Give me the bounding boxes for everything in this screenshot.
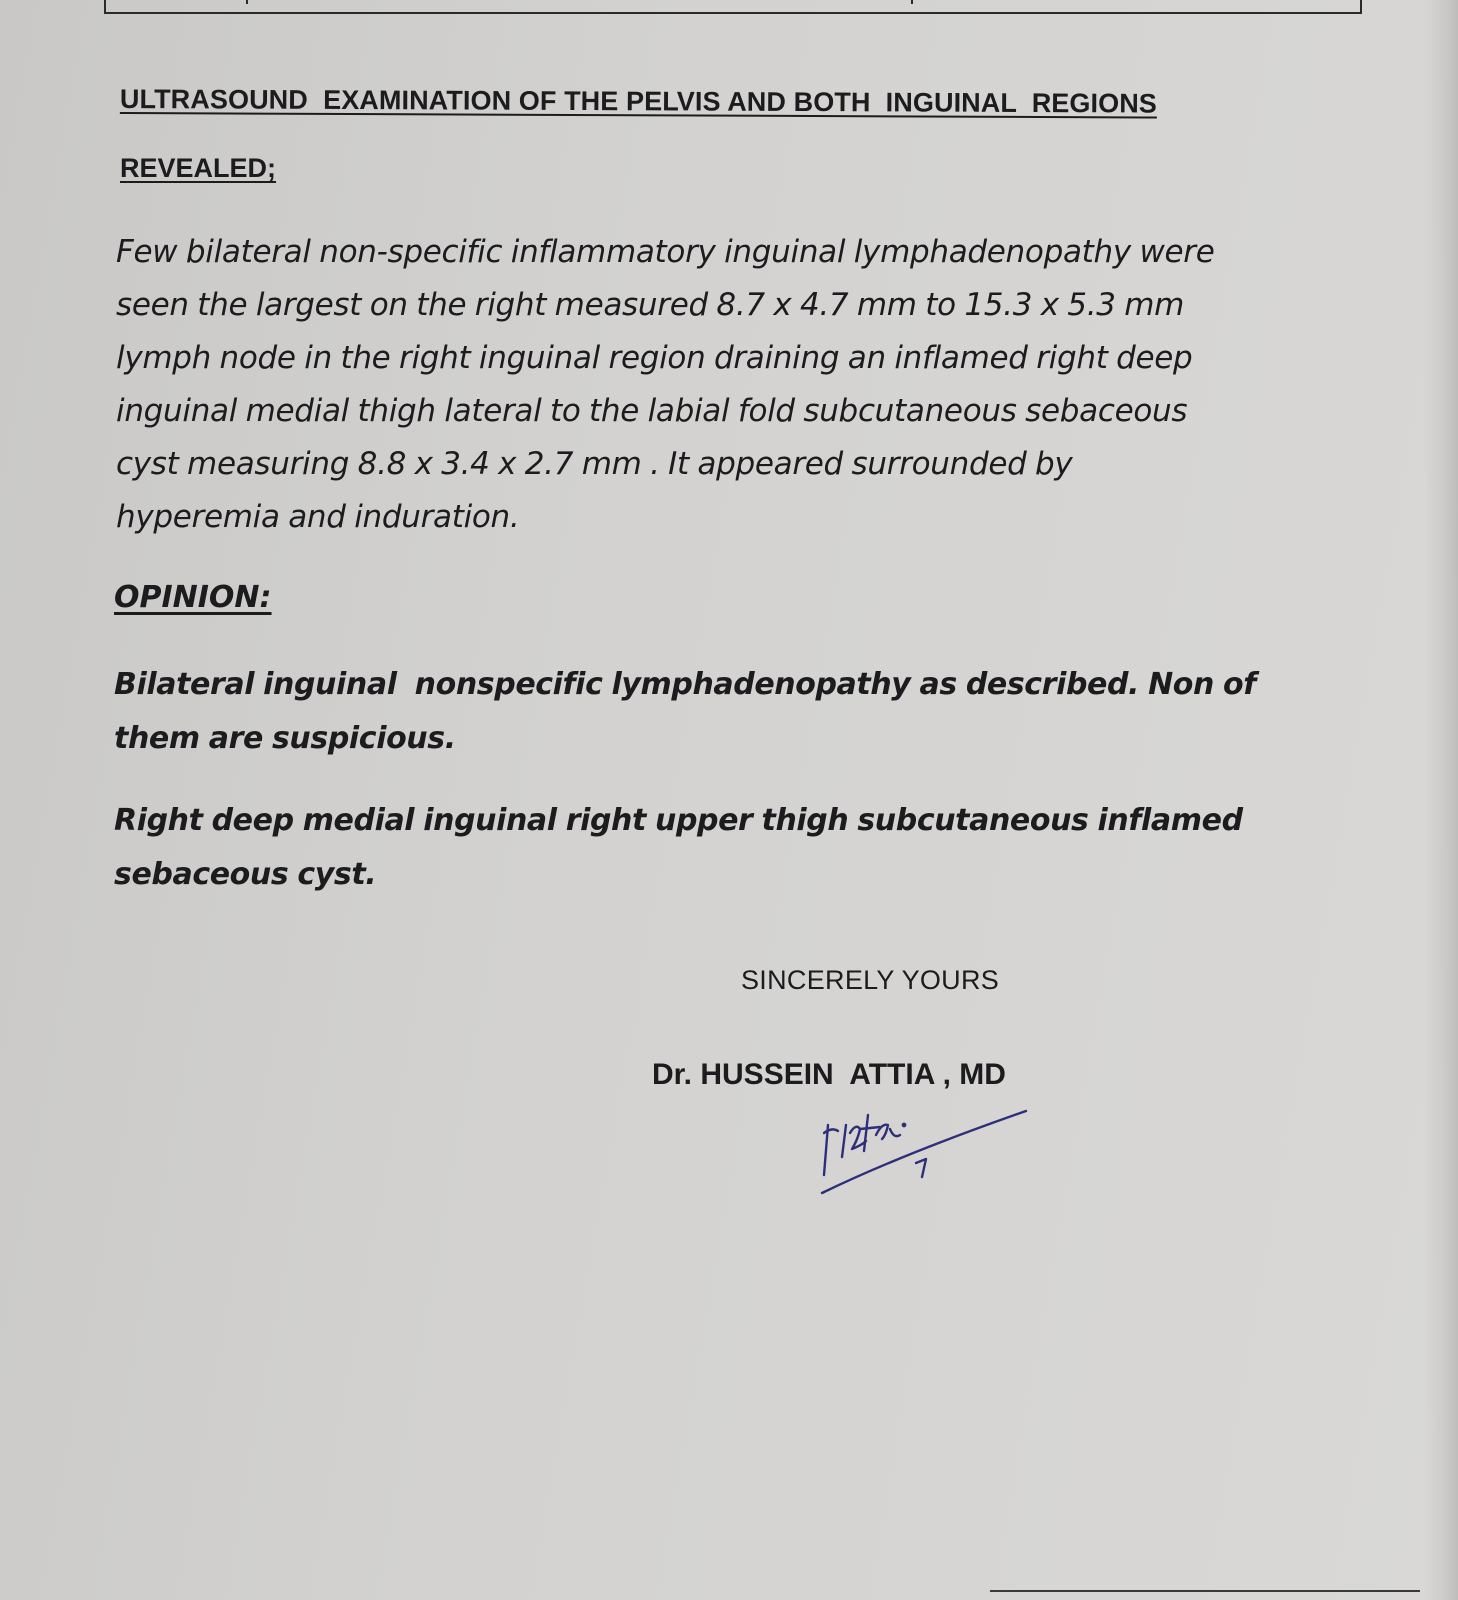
findings-line: cyst measuring 8.8 x 3.4 x 2.7 mm . It appeared surrounded by [116,446,1073,482]
opinion-line: Right deep medial inguinal right upper thigh subcutaneous inflamed [114,803,1243,838]
frame-divider [911,0,913,4]
findings-line: seen the largest on the right measured 8.7 x 4.7 mm to 15.3 x 5.3 mm [116,287,1185,323]
opinion-line: sebaceous cyst. [114,857,377,892]
letterhead-frame-bottom-edge [104,0,1362,14]
findings-line: Few bilateral non-specific inflammatory inguinal lymphadenopathy were [116,234,1215,270]
opinion-paragraph-1 [114,658,1256,766]
opinion-label: OPINION: [114,580,272,615]
handwritten-signature-icon [820,1105,1060,1215]
revealed-label: REVEALED; [120,153,277,183]
findings-line: lymph node in the right inguinal region draining an inflamed right deep [116,340,1193,376]
findings-paragraph [116,226,1346,544]
bottom-rule [990,1590,1420,1592]
frame-divider [246,0,248,4]
closing-salutation: SINCERELY YOURS [741,965,1000,995]
page-edge-shadow [1424,0,1458,1600]
findings-line: inguinal medial thigh lateral to the labial fold subcutaneous sebaceous [116,393,1188,429]
opinion-line: Bilateral inguinal nonspecific lymphadenopathy as described. Non of [114,667,1256,702]
doctor-name: Dr. HUSSEIN ATTIA , MD [652,1058,1006,1091]
report-heading: ULTRASOUND EXAMINATION OF THE PELVIS AND BOTH INGUINAL REGIONS [119,84,1158,119]
opinion-line: them are suspicious. [114,721,456,756]
findings-line: hyperemia and induration. [116,499,520,535]
opinion-paragraph-2 [114,794,1243,902]
